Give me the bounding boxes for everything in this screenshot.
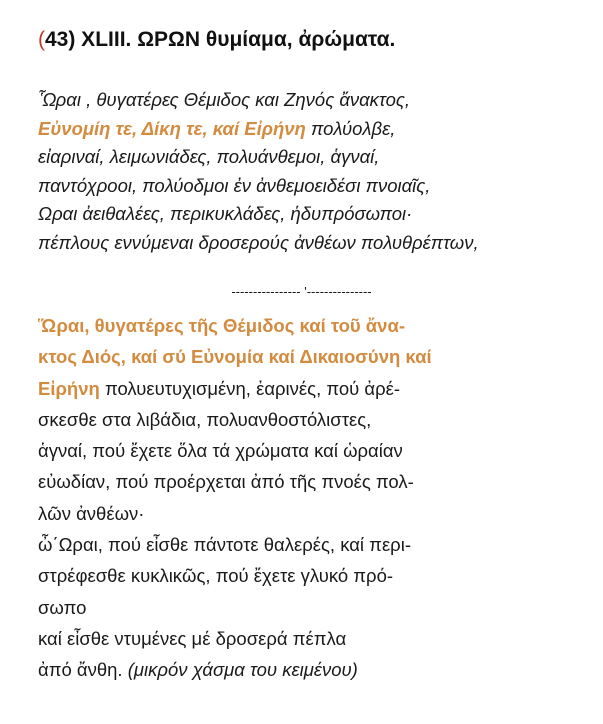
translation-line: σκεσθε στα λιβάδια, πολυανθοστόλιστες, xyxy=(38,408,372,430)
text-gap-note: (μικρόν χάσμα του κειμένου) xyxy=(127,659,358,681)
title-parenthesis: ( xyxy=(38,28,45,51)
translation-line: καί εἶσθε ντυμένες μέ δροσερά πέπλα xyxy=(38,627,347,649)
hymn-title xyxy=(38,28,395,52)
hymn-line: εἰαριναί, λειμωνιάδες, πολυάνθεμοι, ἁγναί, xyxy=(38,146,380,168)
translation-line: εὐωδίαν, πού προέρχεται ἀπό τῆς πνοές πολ- xyxy=(38,471,414,493)
highlighted-text: Εἰρήνη xyxy=(38,377,100,399)
translation-line: ἁγναί, πού ἔχετε ὅλα τά χρώματα καί ὡραίαν xyxy=(38,440,403,462)
translation-line: στρέφεσθε κυκλικῶς, πού ἔχετε γλυκό πρό- xyxy=(38,565,394,587)
hymn-line: Ωραι ἀειθαλέες, περικυκλάδες, ἡδυπρόσωποι· xyxy=(38,203,413,225)
translation-text xyxy=(38,310,578,686)
highlighted-names: Εὐνομίη τε, Δίκη τε, καί Εἰρήνη xyxy=(38,117,306,139)
translation-line: σωπο xyxy=(38,596,87,618)
translation-line: Εἰρήνη πολυευτυχισμένη, ἐαρινές, πού ἀρέ- xyxy=(38,377,401,399)
translation-line xyxy=(38,341,578,372)
translation-line: λῶν ἀνθέων· xyxy=(38,502,145,524)
hymn-line: παντόχροοι, πολύοδμοι ἐν ἀνθεμοειδέσι πνοιαῖς, xyxy=(38,174,431,196)
translation-line: ἀπό ἄνθη. (μικρόν χάσμα του κειμένου) xyxy=(38,659,358,681)
hymn-line: Ὧραι , θυγατέρες Θέμιδος και Ζηνός ἄνακτος, xyxy=(38,89,411,110)
title-text: 43) XLIII. ΩΡΩΝ θυμίαμα, ἀρώματα. xyxy=(45,28,396,51)
section-separator: ---------------- '--------------- xyxy=(231,284,372,299)
highlighted-text: κτος Διός, καί σύ Εὐνομία καί Δικαιοσύνη καί xyxy=(38,346,432,368)
ancient-hymn-text xyxy=(38,86,578,258)
translation-line xyxy=(38,310,578,341)
highlighted-text: Ὥραι, θυγατέρες τῆς Θέμιδος καί τοῦ ἄνα- xyxy=(38,315,405,336)
hymn-line: Εὐνομίη τε, Δίκη τε, καί Εἰρήνη πολύολβε, xyxy=(38,117,396,139)
hymn-line: πέπλους εννύμεναι δροσερούς ἀνθέων πολυθρέπτων, xyxy=(38,231,479,253)
translation-line: ὦ΄Ωραι, πού εἶσθε πάντοτε θαλερές, καί περι- xyxy=(38,534,411,556)
